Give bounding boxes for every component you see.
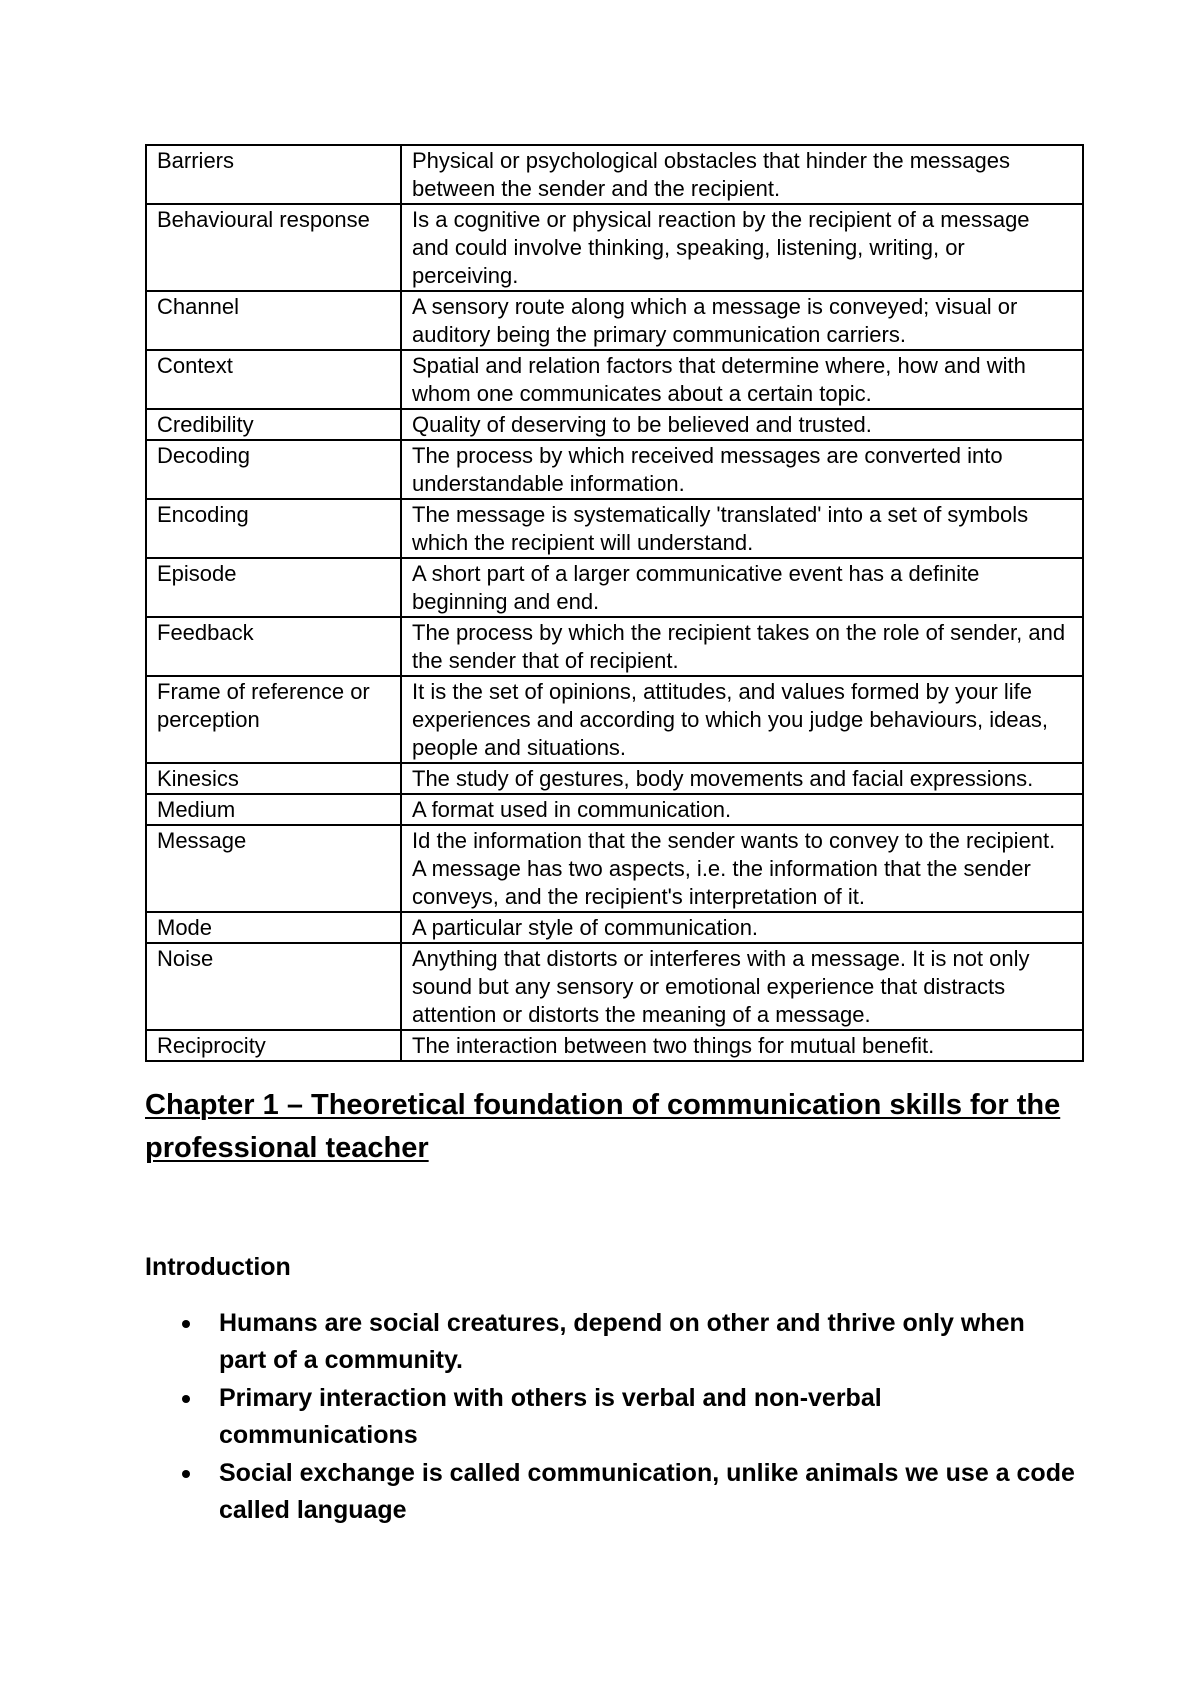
glossary-table xyxy=(145,144,1084,1062)
definition-cell: Physical or psychological obstacles that hinder the messages between the sender and the recipient. xyxy=(401,145,1083,204)
term-cell: Behavioural response xyxy=(146,204,401,291)
list-item xyxy=(145,1455,1075,1529)
definition-cell: A short part of a larger communicative event has a definite beginning and end. xyxy=(401,558,1083,617)
table-row xyxy=(146,763,1083,794)
introduction-heading: Introduction xyxy=(145,1253,291,1281)
term-cell: Mode xyxy=(146,912,401,943)
table-row xyxy=(146,145,1083,204)
definition-cell: Is a cognitive or physical reaction by the recipient of a message and could involve thinking, speaking, listening, writing, or perceiving. xyxy=(401,204,1083,291)
definition-cell: The process by which the recipient takes on the role of sender, and the sender that of recipient. xyxy=(401,617,1083,676)
table-row xyxy=(146,1030,1083,1061)
table-row xyxy=(146,617,1083,676)
term-cell: Barriers xyxy=(146,145,401,204)
bullet-icon xyxy=(182,1395,190,1403)
bullet-icon xyxy=(182,1320,190,1328)
definition-cell: Anything that distorts or interferes with a message. It is not only sound but any sensory or emotional experience that distracts attention or distorts the meaning of a message. xyxy=(401,943,1083,1030)
bullet-text: Social exchange is called communication, unlike animals we use a code called language xyxy=(219,1459,1075,1524)
definition-cell: The process by which received messages are converted into understandable information. xyxy=(401,440,1083,499)
definition-cell: It is the set of opinions, attitudes, and values formed by your life experiences and according to which you judge behaviours, ideas, people and situations. xyxy=(401,676,1083,763)
table-row xyxy=(146,440,1083,499)
table-row xyxy=(146,499,1083,558)
table-row xyxy=(146,794,1083,825)
term-cell: Feedback xyxy=(146,617,401,676)
table-row xyxy=(146,204,1083,291)
bullet-text: Primary interaction with others is verbal and non-verbal communications xyxy=(219,1384,882,1449)
term-cell: Context xyxy=(146,350,401,409)
term-cell: Noise xyxy=(146,943,401,1030)
list-item xyxy=(145,1380,1075,1454)
term-cell: Episode xyxy=(146,558,401,617)
definition-cell: The interaction between two things for mutual benefit. xyxy=(401,1030,1083,1061)
table-row xyxy=(146,558,1083,617)
term-cell: Kinesics xyxy=(146,763,401,794)
term-cell: Channel xyxy=(146,291,401,350)
term-cell: Frame of reference or perception xyxy=(146,676,401,763)
term-cell: Credibility xyxy=(146,409,401,440)
term-cell: Encoding xyxy=(146,499,401,558)
chapter-title: Chapter 1 – Theoretical foundation of communication skills for the professional teacher xyxy=(145,1089,1061,1164)
definition-cell: Quality of deserving to be believed and trusted. xyxy=(401,409,1083,440)
term-cell: Reciprocity xyxy=(146,1030,401,1061)
definition-cell: A particular style of communication. xyxy=(401,912,1083,943)
definition-cell: Spatial and relation factors that determine where, how and with whom one communicates about a certain topic. xyxy=(401,350,1083,409)
term-cell: Message xyxy=(146,825,401,912)
definition-cell: A sensory route along which a message is conveyed; visual or auditory being the primary communication carriers. xyxy=(401,291,1083,350)
definition-cell: Id the information that the sender wants to convey to the recipient. A message has two aspects, i.e. the information that the sender conveys, and the recipient's interpretation of it. xyxy=(401,825,1083,912)
table-row xyxy=(146,409,1083,440)
table-row xyxy=(146,350,1083,409)
definition-cell: The study of gestures, body movements and facial expressions. xyxy=(401,763,1083,794)
term-cell: Medium xyxy=(146,794,401,825)
table-row xyxy=(146,291,1083,350)
table-row xyxy=(146,676,1083,763)
table-row xyxy=(146,943,1083,1030)
list-item xyxy=(145,1305,1075,1379)
definition-cell: A format used in communication. xyxy=(401,794,1083,825)
term-cell: Decoding xyxy=(146,440,401,499)
table-row xyxy=(146,912,1083,943)
bullet-icon xyxy=(182,1470,190,1478)
glossary-table-body xyxy=(146,145,1083,1061)
bullet-text: Humans are social creatures, depend on other and thrive only when part of a community. xyxy=(219,1309,1025,1374)
introduction-bullet-list xyxy=(145,1305,1075,1530)
definition-cell: The message is systematically 'translated' into a set of symbols which the recipient will understand. xyxy=(401,499,1083,558)
table-row xyxy=(146,825,1083,912)
